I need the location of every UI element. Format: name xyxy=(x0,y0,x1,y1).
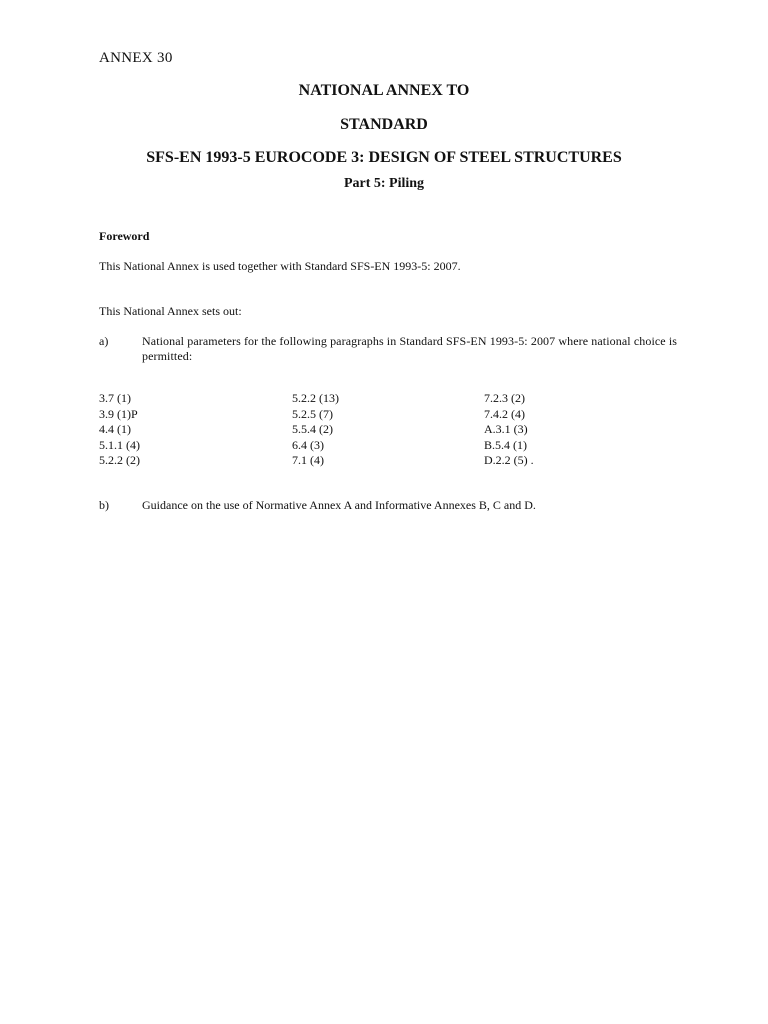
list-item-a-letter: a) xyxy=(99,334,109,348)
paragraph-reference: 5.2.2 (13) xyxy=(292,391,339,405)
foreword-heading: Foreword xyxy=(99,229,150,243)
paragraph-reference: 4.4 (1) xyxy=(99,422,131,437)
paragraph-sets-out: This National Annex sets out: xyxy=(99,304,242,318)
paragraph-reference: 7.4.2 (4) xyxy=(484,406,525,421)
paragraph-reference: 7.2.3 (2) xyxy=(484,391,525,405)
paragraph-reference: D.2.2 (5) . xyxy=(484,453,534,468)
subtitle: Part 5: Piling xyxy=(343,176,425,191)
paragraph-usage: This National Annex is used together with Standard SFS-EN 1993-5: 2007. xyxy=(99,259,461,273)
paragraph-column xyxy=(99,391,140,469)
title-line-2: STANDARD xyxy=(340,116,428,133)
list-item-b-text: Guidance on the use of Normative Annex A and Informative Annexes B, C and D. xyxy=(142,498,536,512)
paragraph-reference: 3.7 (1) xyxy=(99,391,131,405)
list-item-a xyxy=(99,334,679,364)
paragraph-reference: 5.2.2 (2) xyxy=(99,453,140,468)
list-item-b xyxy=(99,498,679,513)
paragraph-column xyxy=(292,391,339,469)
paragraph-reference: 6.4 (3) xyxy=(292,437,324,452)
paragraph-reference: A.3.1 (3) xyxy=(484,422,528,437)
title-line-1: NATIONAL ANNEX TO xyxy=(298,82,470,99)
list-item-b-letter: b) xyxy=(99,498,109,512)
annex-label: ANNEX 30 xyxy=(99,50,173,66)
paragraph-reference: 3.9 (1)P xyxy=(99,406,138,421)
paragraph-reference: 5.2.5 (7) xyxy=(292,406,333,421)
paragraph-reference: 5.5.4 (2) xyxy=(292,422,333,437)
paragraph-reference: 5.1.1 (4) xyxy=(99,437,140,452)
list-item-a-text: National parameters for the following paragraphs in Standard SFS-EN 1993-5: 2007 where national choice is permitted: xyxy=(142,334,678,363)
paragraph-reference: 7.1 (4) xyxy=(292,453,324,468)
paragraph-reference: B.5.4 (1) xyxy=(484,437,527,452)
paragraph-column xyxy=(484,391,534,469)
title-line-3: SFS-EN 1993-5 EUROCODE 3: DESIGN OF STEEL STRUCTURES xyxy=(146,149,622,166)
